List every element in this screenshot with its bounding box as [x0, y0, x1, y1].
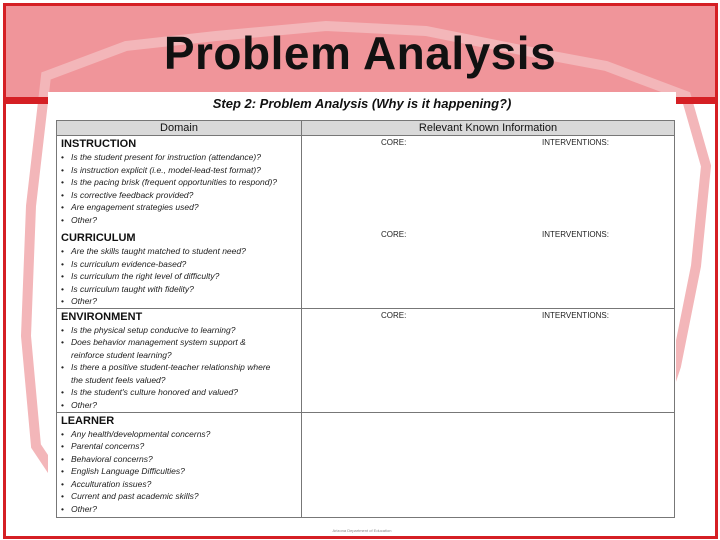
table-header-row	[57, 121, 675, 136]
slide-title: Problem Analysis	[163, 27, 557, 79]
domain-cell	[57, 412, 302, 517]
category-title: ENVIRONMENT	[61, 310, 143, 323]
list-item: • Is curriculum taught with fidelity?	[61, 283, 194, 294]
domain-cell	[57, 308, 302, 412]
interventions-label: INTERVENTIONS:	[542, 138, 609, 147]
category-title: LEARNER	[61, 414, 115, 427]
info-cell	[302, 136, 675, 309]
table-row-environment	[57, 308, 675, 412]
list-item: • Are the skills taught matched to student need?	[61, 246, 246, 256]
info-cell	[302, 308, 675, 412]
worksheet-footer: Arizona Department of Education	[332, 528, 392, 533]
list-item: • Is the student present for instruction (attendance)?	[61, 152, 261, 162]
list-item: • Other?	[61, 399, 97, 410]
list-item: • Other?	[61, 214, 97, 225]
list-item: • Parental concerns?	[61, 441, 145, 451]
interventions-label: INTERVENTIONS:	[542, 230, 609, 239]
domain-cell	[57, 136, 302, 309]
list-item: • Is instruction explicit (i.e., model-lead-test format)?	[61, 164, 261, 175]
core-label: CORE:	[381, 138, 407, 147]
list-item: • Any health/developmental concerns?	[61, 428, 211, 439]
interventions-label: INTERVENTIONS:	[542, 310, 609, 320]
list-item: • Is there a positive student-teacher relationship where	[61, 362, 271, 372]
analysis-table	[56, 120, 675, 518]
problem-analysis-worksheet	[48, 92, 676, 533]
question-list	[57, 428, 301, 516]
worksheet-heading: Step 2: Problem Analysis (Why is it happening?)	[212, 96, 512, 111]
core-label: CORE:	[381, 310, 407, 320]
list-item: • Is curriculum the right level of difficulty?	[61, 271, 220, 281]
list-item: • Are engagement strategies used?	[61, 202, 199, 212]
column-header-domain: Domain	[57, 121, 302, 136]
list-item: • Is curriculum evidence-based?	[61, 258, 187, 269]
list-item: • Is the pacing brisk (frequent opportunities to respond)?	[61, 177, 278, 187]
list-item: reinforce student learning?	[71, 349, 172, 360]
list-item: • Current and past academic skills?	[61, 491, 199, 501]
list-item: • Is the student's culture honored and valued?	[61, 387, 239, 397]
category-title: CURRICULUM	[61, 232, 136, 244]
list-item: • Other?	[61, 503, 97, 514]
table-row-instruction	[57, 136, 675, 309]
question-list	[57, 151, 301, 226]
list-item: the student feels valued?	[71, 374, 166, 385]
list-item: • Is corrective feedback provided?	[61, 189, 194, 200]
table-row-learner	[57, 412, 675, 517]
list-item: • English Language Difficulties?	[61, 466, 185, 476]
question-list	[57, 324, 301, 412]
column-header-info: Relevant Known Information	[302, 121, 675, 136]
question-list	[57, 245, 301, 308]
category-title: INSTRUCTION	[61, 138, 137, 150]
core-label: CORE:	[381, 230, 407, 239]
list-item: • Does behavior management system support &	[61, 337, 246, 347]
list-item: • Other?	[61, 296, 97, 306]
list-item: • Behavioral concerns?	[61, 453, 153, 464]
list-item: • Is the physical setup conducive to learning?	[61, 324, 236, 335]
list-item: • Acculturation issues?	[61, 478, 152, 489]
info-cell	[302, 412, 675, 517]
